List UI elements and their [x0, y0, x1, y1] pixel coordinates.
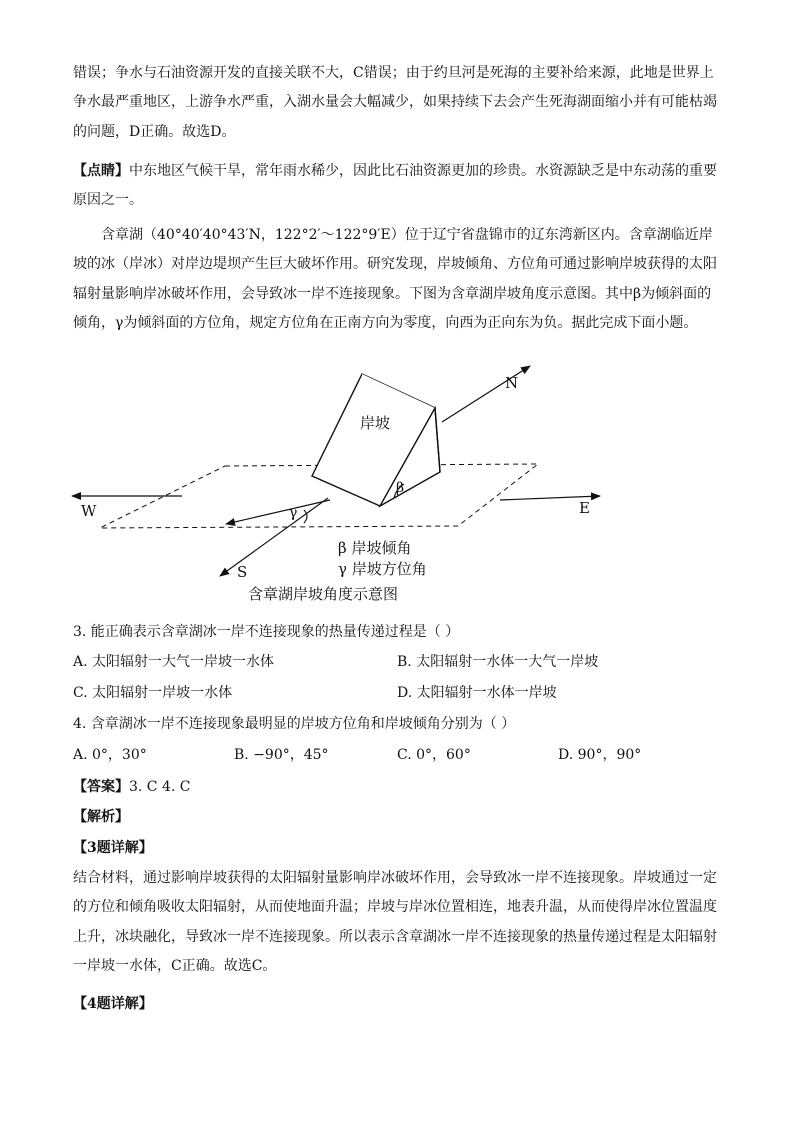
q3-option-d[interactable]: D. 太阳辐射一水体一岸坡 [397, 685, 557, 701]
legend-gamma: γ 岸坡方位角 [338, 560, 427, 578]
analysis-tag: 【解析】 [73, 809, 129, 825]
detail-3-text: 结合材料，通过影响岸坡获得的太阳辐射量影响岸冰破坏作用，会导致冰一岸不连接现象。岸坡通过一定的方位和倾角吸收太阳辐射，从而使地面升温；岸坡与岸冰位置相连，地表升温，从而使得岸冰位置温度上升，冰块融化，导致冰一岸不连接现象。所以表示含章湖冰一岸不连接现象的热量传递过程是太阳辐射一岸坡一水体，C正确。故选C。 [73, 870, 717, 974]
detail-4-tag: 【4题详解】 [73, 996, 153, 1012]
q4-option-d[interactable]: D. 90°，90° [558, 747, 642, 763]
paragraph-material [73, 221, 723, 338]
paragraph-key-point [73, 157, 723, 216]
q4-option-b[interactable]: B. −90°，45° [234, 747, 329, 763]
paragraph-prev-answer [73, 59, 723, 147]
q3-option-c[interactable]: C. 太阳辐射一岸坡一水体 [73, 685, 233, 701]
q3-option-a[interactable]: A. 太阳辐射一大气一岸坡一水体 [73, 654, 275, 670]
q3-option-b[interactable]: B. 太阳辐射一水体一大气一岸坡 [397, 654, 599, 670]
gamma-label: γ [289, 505, 298, 521]
answer-tag: 【答案】 [73, 779, 129, 795]
west-label: W [81, 502, 97, 520]
beta-label: β [396, 480, 405, 496]
answer-line [73, 776, 191, 796]
key-point-tag: 【点睛】 [73, 163, 129, 179]
legend-beta: β 岸坡倾角 [338, 539, 412, 557]
north-label: N [505, 374, 519, 392]
diagram-caption: 含章湖岸坡角度示意图 [248, 585, 399, 603]
gamma-arc [304, 510, 307, 523]
q4-option-a[interactable]: A. 0°，30° [73, 747, 147, 763]
detail-3-tag: 【3题详解】 [73, 840, 153, 856]
q4-option-c[interactable]: C. 0°，60° [397, 747, 471, 763]
question-3-stem: 3. 能正确表示含章湖冰一岸不连接现象的热量传递过程是（ ） [73, 624, 460, 640]
east-label: E [579, 499, 590, 517]
south-label: S [237, 563, 248, 581]
answer-text: 3. C 4. C [129, 779, 191, 795]
slope-label: 岸坡 [360, 414, 391, 432]
material-text: 含章湖（40°40′40°43′N，122°2′～122°9′E）位于辽宁省盘锦市的辽东湾新区内。含章湖临近岸坡的冰（岸冰）对岸边堤坝产生巨大破坏作用。研究发现，岸坡倾角、方位角可通过影响岸坡获得的太阳辐射量影响岸冰破坏作用，会导致冰一岸不连接现象。下图为含章湖岸坡角度示意图。其中β为倾斜面的倾角，γ为倾斜面的方位角，规定方位角在正南方向为零度，向西为正向东为负。据此完成下面小题。 [73, 227, 717, 331]
paragraph-text: 错误；争水与石油资源开发的直接关联不大，C错误；由于约旦河是死海的主要补给来源，此地是世界上争水最严重地区，上游争水严重，入湖水量会大幅减少，如果持续下去会产生死海湖面缩小并有可能枯竭的问题，D正确。故选D。 [73, 65, 717, 140]
azimuth-arrow [226, 500, 330, 524]
slope-angle-diagram [60, 350, 620, 610]
key-point-text: 中东地区气候干旱，常年雨水稀少，因此比石油资源更加的珍贵。水资源缺乏是中东动荡的重要原因之一。 [73, 163, 717, 209]
question-4-stem: 4. 含章湖冰一岸不连接现象最明显的岸坡方位角和岸坡倾角分别为（ ） [73, 716, 516, 732]
